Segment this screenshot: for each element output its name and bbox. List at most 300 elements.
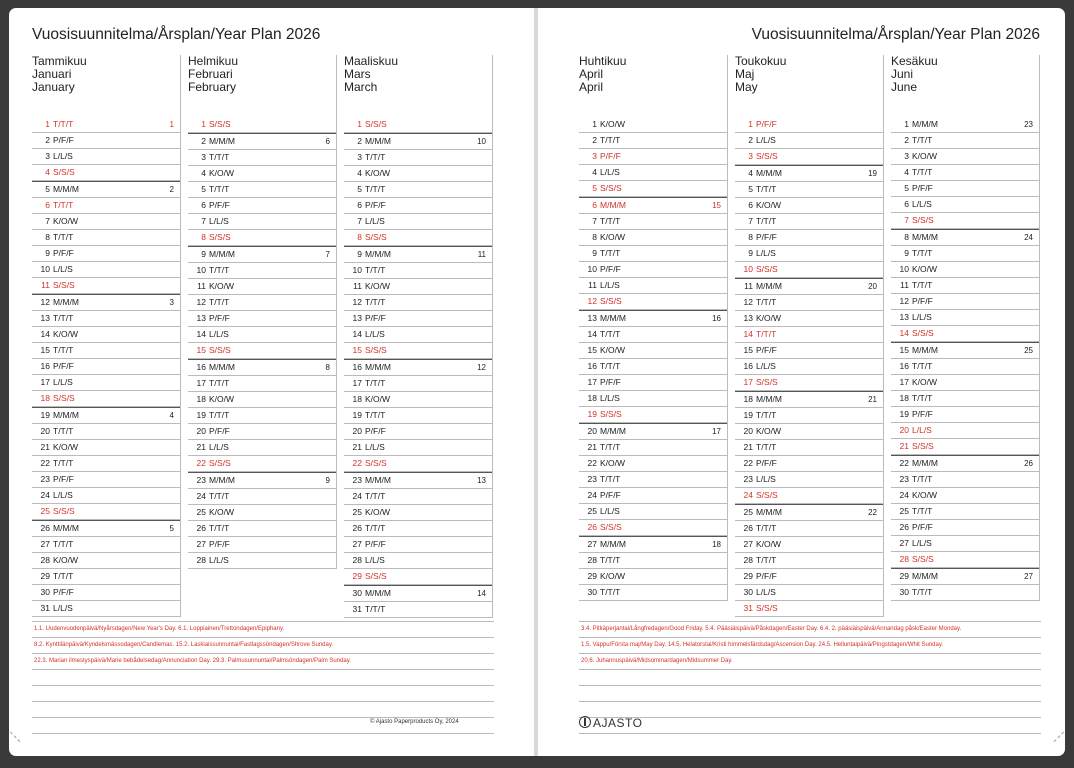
day-number: 16 [352, 362, 362, 372]
day-row[interactable] [188, 198, 336, 214]
day-row[interactable] [344, 327, 492, 343]
day-row[interactable] [32, 327, 180, 343]
day-row[interactable] [32, 569, 180, 585]
day-row[interactable] [344, 182, 492, 198]
day-row[interactable] [579, 553, 727, 569]
day-row[interactable] [32, 117, 180, 133]
day-number: 3 [904, 151, 909, 161]
day-number: 12 [899, 296, 909, 306]
day-row[interactable] [735, 391, 883, 408]
day-number: 14 [587, 329, 597, 339]
day-row[interactable] [735, 198, 883, 214]
day-row[interactable] [32, 488, 180, 504]
weekday-abbr: T/T/T [365, 491, 386, 501]
day-number: 22 [899, 458, 909, 468]
day-list [579, 117, 728, 601]
week-number: 18 [712, 540, 721, 549]
day-row[interactable] [579, 294, 727, 310]
day-row[interactable] [579, 391, 727, 407]
day-row[interactable] [891, 278, 1039, 294]
day-number: 24 [743, 490, 753, 500]
day-row[interactable] [32, 230, 180, 246]
weekday-abbr: T/T/T [600, 248, 621, 258]
note-line[interactable]: 1.1. Uudenvuodenpäivä/Nyårsdagen/New Year's Day. 6.1. Loppiainen/Trettondagen/Epiphany. [32, 621, 494, 638]
weekday-abbr: K/O/W [912, 377, 938, 387]
day-row[interactable] [32, 391, 180, 407]
day-number: 23 [587, 474, 597, 484]
day-row[interactable] [579, 423, 727, 440]
day-number: 14 [899, 328, 909, 338]
day-row[interactable] [188, 295, 336, 311]
weekday-abbr: T/T/T [756, 329, 777, 339]
day-row[interactable] [32, 262, 180, 278]
day-row[interactable] [579, 165, 727, 181]
week-number: 1 [169, 120, 174, 129]
day-row[interactable] [891, 455, 1039, 472]
day-row[interactable] [579, 197, 727, 214]
day-row[interactable] [32, 472, 180, 488]
weekday-abbr: M/M/M [912, 571, 938, 581]
day-row[interactable] [188, 440, 336, 456]
day-row[interactable] [735, 246, 883, 262]
day-row[interactable] [891, 149, 1039, 165]
weekday-abbr: K/O/W [756, 539, 782, 549]
weekday-abbr: L/L/S [756, 587, 776, 597]
day-row[interactable] [344, 569, 492, 585]
weekday-abbr: P/F/F [209, 200, 230, 210]
day-number: 6 [45, 200, 50, 210]
day-row[interactable] [735, 537, 883, 553]
day-row[interactable] [344, 279, 492, 295]
day-number: 8 [45, 232, 50, 242]
weekday-abbr: L/L/S [365, 329, 385, 339]
month-header [344, 55, 493, 117]
day-row[interactable] [32, 198, 180, 214]
day-row[interactable] [188, 182, 336, 198]
note-line[interactable]: 22.3. Marian ilmestyspäivä/Marie bebådelsedag/Annunciation Day. 29.3. Palmusunnuntai/Palmsöndagen/Palm Sunday. [32, 654, 494, 670]
weekday-abbr: L/L/S [365, 216, 385, 226]
day-row[interactable] [32, 537, 180, 553]
weekday-abbr: L/L/S [912, 425, 932, 435]
day-row[interactable] [735, 117, 883, 133]
weekday-abbr: T/T/T [365, 378, 386, 388]
day-number: 15 [40, 345, 50, 355]
day-number: 11 [744, 281, 753, 291]
day-row[interactable] [32, 585, 180, 601]
day-row[interactable] [188, 392, 336, 408]
day-row[interactable] [579, 246, 727, 262]
day-row[interactable] [188, 343, 336, 359]
day-row[interactable] [735, 585, 883, 601]
day-row[interactable] [579, 472, 727, 488]
day-row[interactable] [188, 553, 336, 569]
note-line[interactable] [32, 670, 494, 686]
day-row[interactable] [579, 133, 727, 149]
day-row[interactable] [32, 601, 180, 617]
weekday-abbr: P/F/F [209, 426, 230, 436]
day-row[interactable] [891, 229, 1039, 246]
day-number: 24 [899, 490, 909, 500]
weekday-abbr: T/T/T [912, 361, 933, 371]
day-row[interactable] [579, 262, 727, 278]
day-row[interactable] [579, 149, 727, 165]
day-row[interactable] [891, 520, 1039, 536]
day-row[interactable] [188, 230, 336, 246]
weekday-abbr: K/O/W [600, 458, 626, 468]
day-row[interactable] [735, 149, 883, 165]
day-row[interactable] [32, 181, 180, 198]
weekday-abbr: K/O/W [600, 232, 626, 242]
day-row[interactable] [344, 230, 492, 246]
day-row[interactable] [344, 214, 492, 230]
day-row[interactable] [32, 343, 180, 359]
day-number: 12 [587, 296, 597, 306]
day-row[interactable] [344, 489, 492, 505]
day-row[interactable] [344, 392, 492, 408]
day-row[interactable] [32, 424, 180, 440]
weekday-abbr: S/S/S [209, 119, 231, 129]
weekday-abbr: M/M/M [912, 232, 938, 242]
day-row[interactable] [344, 295, 492, 311]
day-row[interactable] [32, 311, 180, 327]
day-row[interactable] [188, 537, 336, 553]
day-row[interactable] [891, 552, 1039, 568]
note-line[interactable] [32, 702, 494, 718]
weekday-abbr: K/O/W [365, 281, 391, 291]
day-row[interactable] [579, 520, 727, 536]
day-row[interactable] [579, 488, 727, 504]
day-row[interactable] [32, 278, 180, 294]
week-number: 5 [169, 524, 174, 533]
day-row[interactable] [891, 262, 1039, 278]
day-row[interactable] [735, 327, 883, 343]
weekday-abbr: S/S/S [756, 377, 778, 387]
day-row[interactable] [188, 311, 336, 327]
day-row[interactable] [579, 569, 727, 585]
day-number: 11 [41, 280, 50, 290]
day-row[interactable] [735, 472, 883, 488]
day-number: 31 [352, 604, 362, 614]
day-row[interactable] [344, 424, 492, 440]
day-row[interactable] [188, 327, 336, 343]
day-row[interactable] [344, 246, 492, 263]
weekday-abbr: T/T/T [600, 587, 621, 597]
day-number: 24 [40, 490, 50, 500]
weekday-abbr: T/T/T [756, 184, 777, 194]
day-row[interactable] [579, 504, 727, 520]
weekday-abbr: T/T/T [53, 571, 74, 581]
day-number: 3 [45, 151, 50, 161]
day-row[interactable] [188, 376, 336, 392]
day-number: 22 [196, 458, 206, 468]
day-row[interactable] [579, 343, 727, 359]
day-number: 9 [748, 248, 753, 258]
weekday-abbr: S/S/S [53, 393, 75, 403]
weekday-abbr: K/O/W [365, 394, 391, 404]
note-line[interactable]: 8.2. Kynttilänpäivä/Kyndelsmässodagen/Candlemas. 15.2. Laskiaissunnuntai/Fastlagssöndagen/Shrove Sunday. [32, 638, 494, 654]
weekday-abbr: T/T/T [756, 216, 777, 226]
day-number: 29 [899, 571, 909, 581]
day-row[interactable] [344, 440, 492, 456]
weekday-abbr: L/L/S [365, 555, 385, 565]
note-line[interactable]: 20.6. Juhannuspäivä/Midsommardagen/Midsummer Day. [579, 654, 1041, 670]
month-name-fi: Kesäkuu [891, 54, 938, 68]
day-row[interactable] [579, 327, 727, 343]
note-line[interactable]: 1.5. Vappu/Första maj/May Day. 14.5. Helatorstai/Kristi himmelsfärdsdag/Ascension Day. 24.5. Helluntaipäivä/Pingstdagen/Whit Sunday. [579, 638, 1041, 654]
day-row[interactable] [735, 311, 883, 327]
day-row[interactable] [891, 568, 1039, 585]
day-row[interactable] [735, 182, 883, 198]
weekday-abbr: M/M/M [365, 588, 391, 598]
day-number: 13 [40, 313, 50, 323]
weekday-abbr: P/F/F [756, 119, 777, 129]
day-number: 21 [196, 442, 206, 452]
day-row[interactable] [32, 504, 180, 520]
day-row[interactable] [891, 472, 1039, 488]
weekday-abbr: T/T/T [209, 523, 230, 533]
day-row[interactable] [579, 181, 727, 197]
day-row[interactable] [579, 117, 727, 133]
day-row[interactable] [344, 472, 492, 489]
day-row[interactable] [188, 246, 336, 263]
note-line[interactable] [579, 686, 1041, 702]
week-number: 6 [325, 137, 330, 146]
day-row[interactable] [32, 440, 180, 456]
day-row[interactable] [188, 521, 336, 537]
week-number: 19 [868, 169, 877, 178]
day-row[interactable] [32, 133, 180, 149]
day-row[interactable] [32, 407, 180, 424]
day-row[interactable] [188, 359, 336, 376]
week-number: 4 [169, 411, 174, 420]
day-number: 8 [904, 232, 909, 242]
day-row[interactable] [188, 472, 336, 489]
day-row[interactable] [188, 150, 336, 166]
day-row[interactable] [579, 407, 727, 423]
weekday-abbr: P/F/F [53, 248, 74, 258]
day-row[interactable] [735, 278, 883, 295]
day-row[interactable] [735, 553, 883, 569]
day-row[interactable] [32, 359, 180, 375]
day-row[interactable] [344, 150, 492, 166]
weekday-abbr: K/O/W [600, 345, 626, 355]
note-line[interactable]: 3.4. Pitkäperjantai/Långfredagen/Good Friday. 5.4. Pääsiäispäivä/Påskdagen/Easter Day. 6.4. 2. pääsiäispäivä/Annandag påsk/Easter Monday. [579, 621, 1041, 638]
day-row[interactable] [344, 585, 492, 602]
weekday-abbr: L/L/S [209, 442, 229, 452]
day-row[interactable] [188, 117, 336, 133]
day-row[interactable] [32, 553, 180, 569]
day-row[interactable] [735, 262, 883, 278]
day-row[interactable] [344, 553, 492, 569]
day-row[interactable] [891, 117, 1039, 133]
day-row[interactable] [188, 263, 336, 279]
weekday-abbr: M/M/M [600, 539, 626, 549]
weekday-abbr: M/M/M [600, 313, 626, 323]
day-row[interactable] [579, 230, 727, 246]
day-row[interactable] [344, 456, 492, 472]
weekday-abbr: T/T/T [53, 232, 74, 242]
day-row[interactable] [891, 181, 1039, 197]
day-row[interactable] [579, 214, 727, 230]
day-number: 2 [201, 136, 206, 146]
day-row[interactable] [735, 133, 883, 149]
day-number: 28 [743, 555, 753, 565]
day-row[interactable] [735, 214, 883, 230]
day-number: 9 [201, 249, 206, 259]
day-row[interactable] [579, 359, 727, 375]
day-row[interactable] [32, 246, 180, 262]
day-row[interactable] [344, 311, 492, 327]
day-row[interactable] [735, 408, 883, 424]
day-number: 25 [196, 507, 206, 517]
day-row[interactable] [891, 423, 1039, 439]
day-row[interactable] [735, 456, 883, 472]
day-row[interactable] [579, 456, 727, 472]
day-row[interactable] [891, 342, 1039, 359]
day-row[interactable] [891, 391, 1039, 407]
day-row[interactable] [344, 343, 492, 359]
day-row[interactable] [891, 407, 1039, 423]
day-row[interactable] [579, 536, 727, 553]
day-row[interactable] [891, 310, 1039, 326]
weekday-abbr: T/T/T [365, 265, 386, 275]
day-row[interactable] [32, 149, 180, 165]
day-row[interactable] [735, 375, 883, 391]
day-row[interactable] [344, 117, 492, 133]
day-row[interactable] [891, 133, 1039, 149]
month-header [891, 55, 1040, 117]
weekday-abbr: T/T/T [209, 297, 230, 307]
day-row[interactable] [891, 359, 1039, 375]
weekday-abbr: K/O/W [912, 264, 938, 274]
month-name-fi: Huhtikuu [579, 54, 627, 68]
day-row[interactable] [32, 456, 180, 472]
day-row[interactable] [735, 424, 883, 440]
day-row[interactable] [344, 359, 492, 376]
day-row[interactable] [735, 440, 883, 456]
day-row[interactable] [735, 165, 883, 182]
weekday-abbr: T/T/T [600, 361, 621, 371]
weekday-abbr: S/S/S [600, 409, 622, 419]
day-row[interactable] [735, 230, 883, 246]
day-row[interactable] [188, 505, 336, 521]
day-number: 19 [587, 409, 597, 419]
note-line[interactable] [32, 686, 494, 702]
day-number: 9 [592, 248, 597, 258]
weekday-abbr: P/F/F [53, 361, 74, 371]
day-row[interactable] [735, 295, 883, 311]
day-row[interactable] [344, 602, 492, 618]
month-header [735, 55, 884, 117]
day-row[interactable] [344, 198, 492, 214]
day-row[interactable] [188, 279, 336, 295]
day-row[interactable] [32, 520, 180, 537]
day-number: 24 [196, 491, 206, 501]
weekday-abbr: L/L/S [756, 248, 776, 258]
day-row[interactable] [891, 294, 1039, 310]
day-row[interactable] [344, 376, 492, 392]
day-row[interactable] [188, 424, 336, 440]
day-number: 5 [201, 184, 206, 194]
day-row[interactable] [188, 489, 336, 505]
day-row[interactable] [891, 197, 1039, 213]
day-row[interactable] [891, 585, 1039, 601]
day-row[interactable] [891, 439, 1039, 455]
day-row[interactable] [344, 408, 492, 424]
day-row[interactable] [188, 214, 336, 230]
day-row[interactable] [735, 521, 883, 537]
day-row[interactable] [344, 537, 492, 553]
day-row[interactable] [188, 408, 336, 424]
day-number: 3 [748, 151, 753, 161]
day-row[interactable] [891, 504, 1039, 520]
day-row[interactable] [188, 166, 336, 182]
day-number: 2 [904, 135, 909, 145]
day-number: 4 [592, 167, 597, 177]
day-row[interactable] [188, 456, 336, 472]
day-row[interactable] [891, 326, 1039, 342]
day-row[interactable] [344, 166, 492, 182]
day-row[interactable] [344, 133, 492, 150]
weekday-abbr: L/L/S [756, 135, 776, 145]
day-row[interactable] [188, 133, 336, 150]
day-row[interactable] [891, 536, 1039, 552]
day-row[interactable] [891, 213, 1039, 229]
day-row[interactable] [32, 214, 180, 230]
weekday-abbr: M/M/M [756, 507, 782, 517]
day-number: 13 [587, 313, 597, 323]
day-number: 7 [904, 215, 909, 225]
weekday-abbr: T/T/T [756, 410, 777, 420]
day-row[interactable] [891, 165, 1039, 181]
weekday-abbr: K/O/W [209, 168, 235, 178]
day-row[interactable] [891, 375, 1039, 391]
day-row[interactable] [579, 440, 727, 456]
week-number: 11 [477, 250, 486, 259]
day-number: 24 [587, 490, 597, 500]
day-row[interactable] [891, 488, 1039, 504]
day-row[interactable] [735, 359, 883, 375]
weekday-abbr: P/F/F [756, 458, 777, 468]
note-line[interactable] [579, 670, 1041, 686]
day-row[interactable] [32, 375, 180, 391]
day-number: 7 [201, 216, 206, 226]
day-row[interactable] [579, 375, 727, 391]
weekday-abbr: K/O/W [912, 490, 938, 500]
weekday-abbr: T/T/T [209, 184, 230, 194]
weekday-abbr: T/T/T [53, 313, 74, 323]
note-line[interactable] [579, 718, 1041, 734]
day-row[interactable] [32, 294, 180, 311]
day-row[interactable] [32, 165, 180, 181]
note-line[interactable] [579, 702, 1041, 718]
day-row[interactable] [344, 521, 492, 537]
day-row[interactable] [344, 505, 492, 521]
week-number: 3 [169, 298, 174, 307]
day-row[interactable] [735, 488, 883, 504]
day-row[interactable] [579, 278, 727, 294]
day-row[interactable] [735, 569, 883, 585]
day-row[interactable] [579, 310, 727, 327]
day-row[interactable] [891, 246, 1039, 262]
day-row[interactable] [579, 585, 727, 601]
day-row[interactable] [735, 601, 883, 617]
day-number: 25 [352, 507, 362, 517]
day-row[interactable] [735, 343, 883, 359]
day-row[interactable] [344, 263, 492, 279]
weekday-abbr: P/F/F [53, 474, 74, 484]
day-row[interactable] [735, 504, 883, 521]
